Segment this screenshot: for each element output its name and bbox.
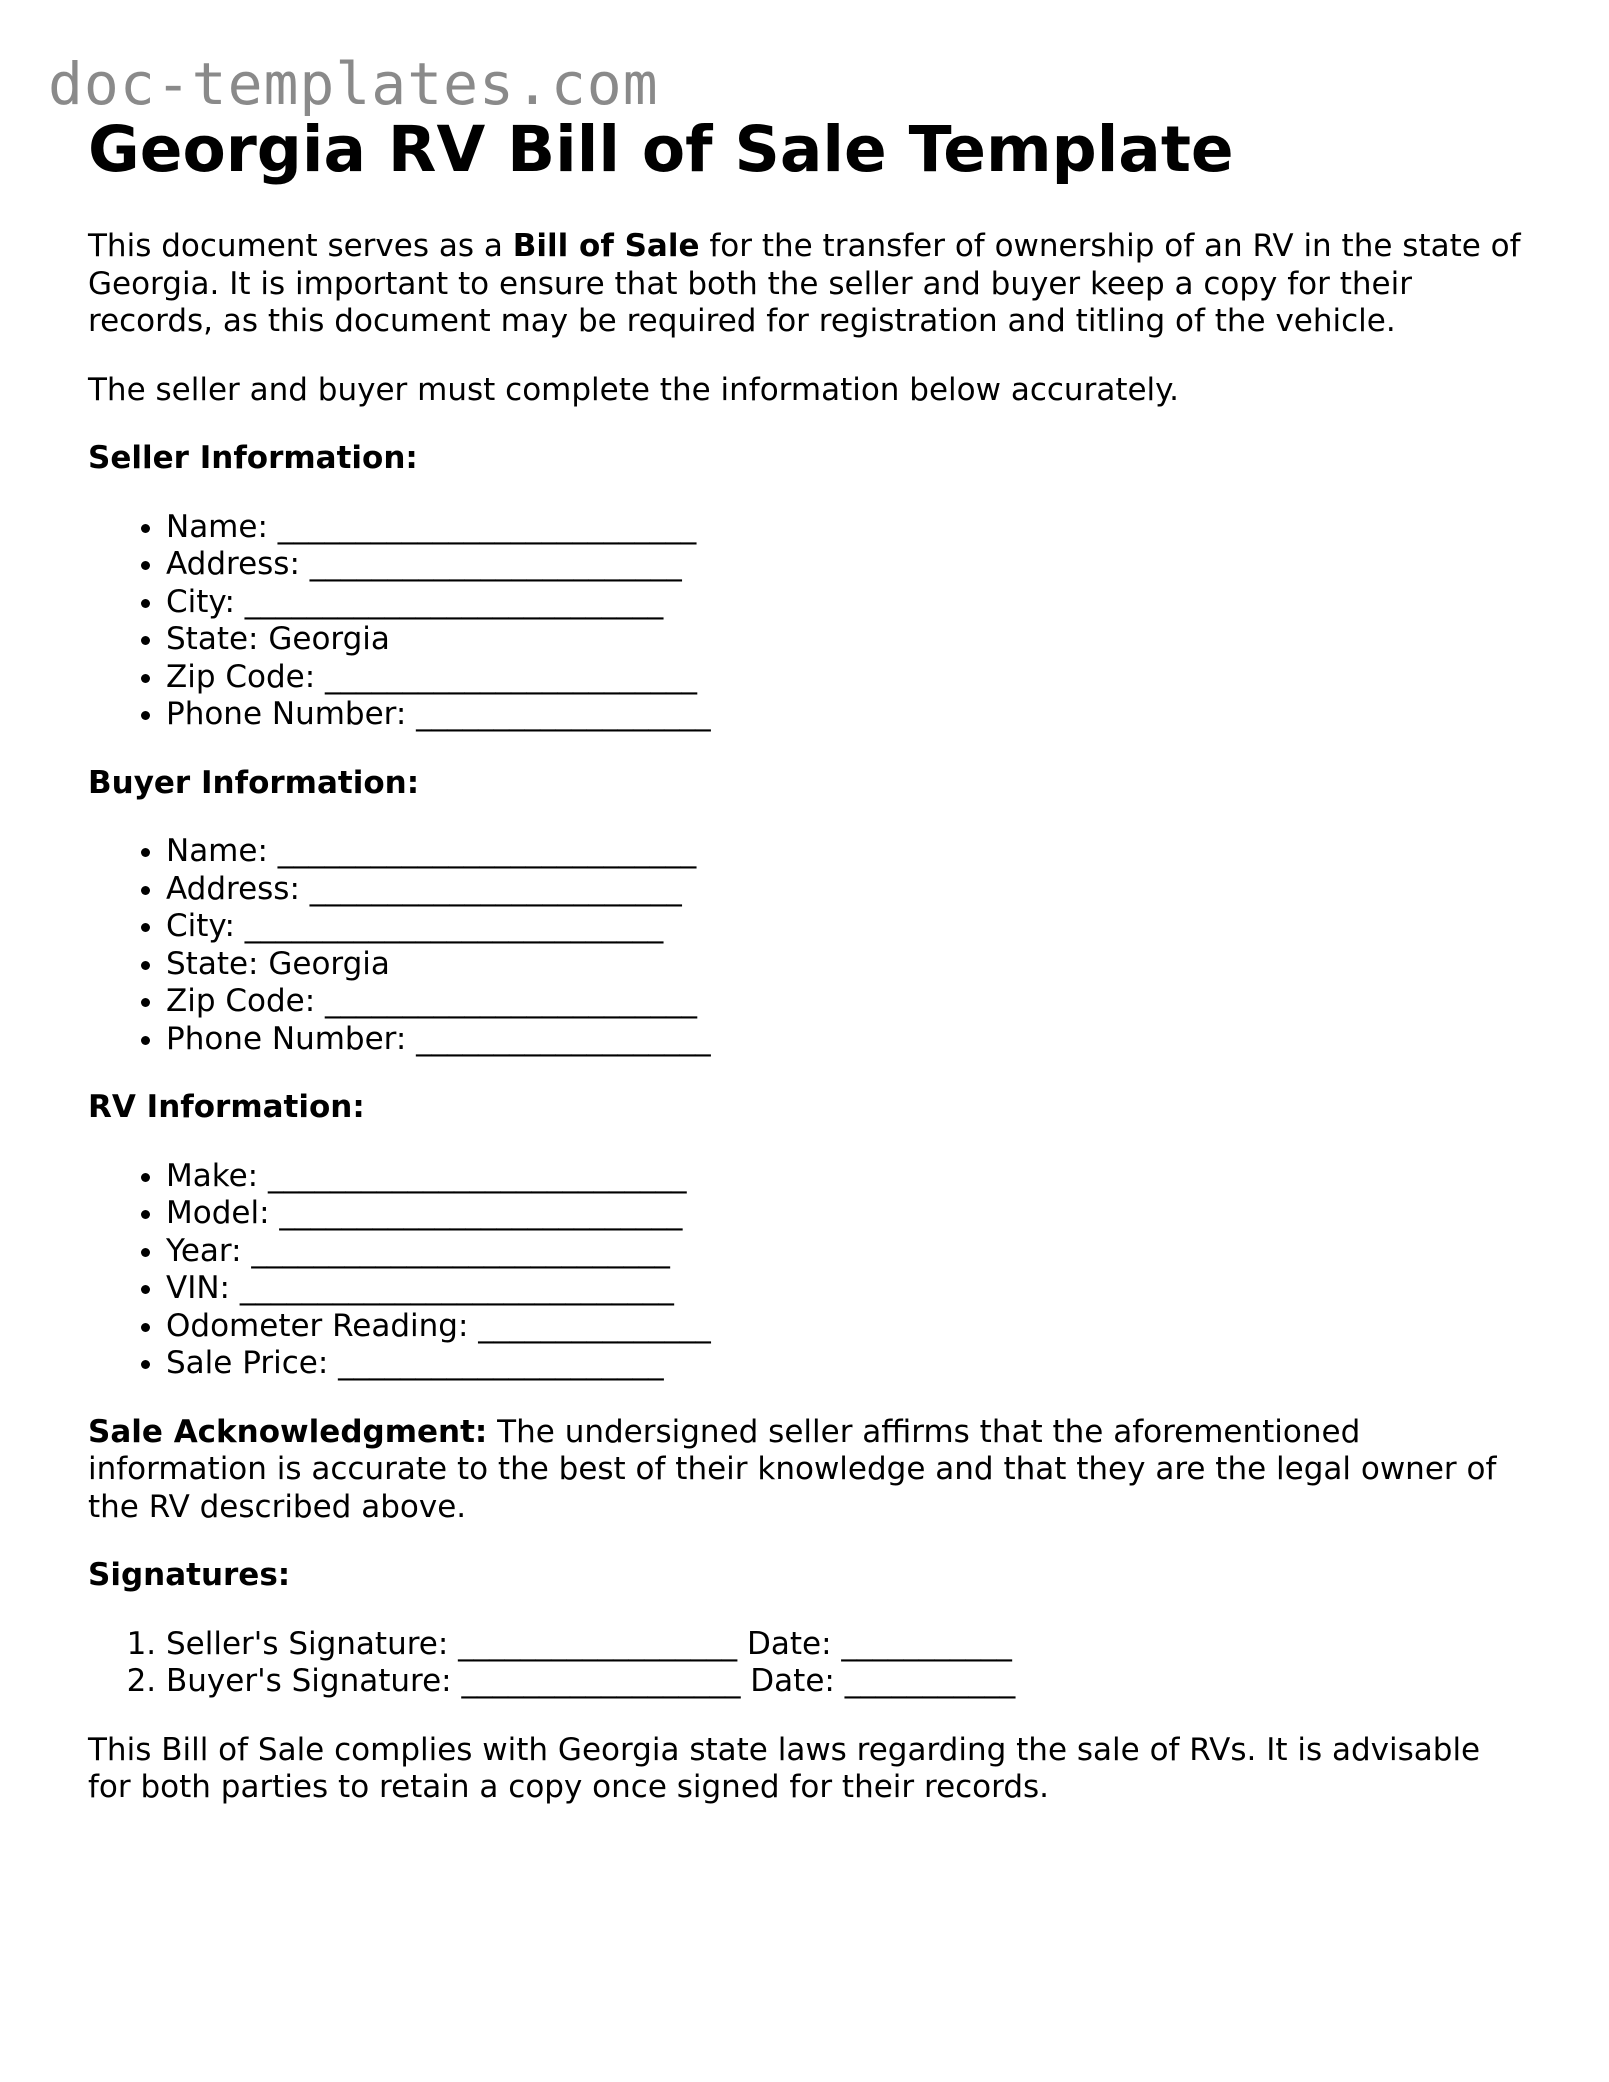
buyer-address-field[interactable]: • Address: ________________________	[166, 871, 1528, 909]
acknowledgment-text: The undersigned seller affirms that the aforementioned information is accurate to the best of their knowledge and that they are the legal owner of the RV described above.	[88, 1413, 1497, 1525]
instruction-paragraph: The seller and buyer must complete the information below accurately.	[88, 371, 1179, 408]
seller-address-field[interactable]: • Address: ________________________	[166, 546, 1528, 584]
signatures-heading: Signatures:	[88, 1557, 291, 1593]
intro-paragraph	[88, 228, 1528, 341]
signatures-list	[88, 1626, 1528, 1701]
seller-phone-field[interactable]: • Phone Number: ___________________	[166, 696, 1528, 734]
buyer-city-field[interactable]: • City: ___________________________	[166, 908, 1528, 946]
buyer-name-field[interactable]: • Name: ___________________________	[166, 833, 1528, 871]
rv-heading: RV Information:	[88, 1089, 365, 1125]
site-watermark: doc-templates.com	[48, 50, 659, 118]
rv-odometer-field[interactable]: • Odometer Reading: _______________	[166, 1308, 1528, 1346]
page-title: Georgia RV Bill of Sale Template	[88, 113, 1234, 186]
intro-text-start: This document serves as a	[88, 228, 513, 264]
buyer-zip-field[interactable]: • Zip Code: ________________________	[166, 983, 1528, 1021]
closing-paragraph: This Bill of Sale complies with Georgia state laws regarding the sale of RVs. It is advisable for both parties to retain a copy once signed for their records.	[88, 1731, 1481, 1805]
buyer-heading: Buyer Information:	[88, 764, 420, 801]
buyer-state-field: • State: Georgia	[166, 946, 1528, 984]
buyer-list	[88, 833, 1528, 1058]
buyer-signature-line[interactable]: 2. Buyer's Signature: __________________ Date: ___________	[166, 1663, 1528, 1701]
seller-name-field[interactable]: • Name: ___________________________	[166, 509, 1528, 547]
seller-city-field[interactable]: • City: ___________________________	[166, 584, 1528, 622]
acknowledgment-paragraph	[88, 1414, 1528, 1527]
rv-make-field[interactable]: • Make: ___________________________	[166, 1158, 1528, 1196]
rv-vin-field[interactable]: • VIN: ____________________________	[166, 1270, 1528, 1308]
intro-text-end: for the transfer of ownership of an RV in the state of Georgia. It is important to ensure that both the seller and buyer keep a copy for their records, as this document may be required for registration and titling of the vehicle.	[88, 228, 1521, 339]
buyer-phone-field[interactable]: • Phone Number: ___________________	[166, 1021, 1528, 1059]
seller-zip-field[interactable]: • Zip Code: ________________________	[166, 659, 1528, 697]
rv-year-field[interactable]: • Year: ___________________________	[166, 1233, 1528, 1271]
intro-bold-term: Bill of Sale	[512, 228, 700, 264]
rv-model-field[interactable]: • Model: __________________________	[166, 1195, 1528, 1233]
seller-heading: Seller Information:	[88, 440, 418, 476]
rv-price-field[interactable]: • Sale Price: _____________________	[166, 1345, 1528, 1383]
document-body	[88, 110, 1528, 1807]
seller-signature-line[interactable]: 1. Seller's Signature: __________________ Date: ___________	[166, 1626, 1528, 1664]
acknowledgment-label: Sale Acknowledgment:	[88, 1413, 488, 1450]
rv-list	[88, 1158, 1528, 1383]
seller-state-field: • State: Georgia	[166, 621, 1528, 659]
seller-list	[88, 509, 1528, 734]
